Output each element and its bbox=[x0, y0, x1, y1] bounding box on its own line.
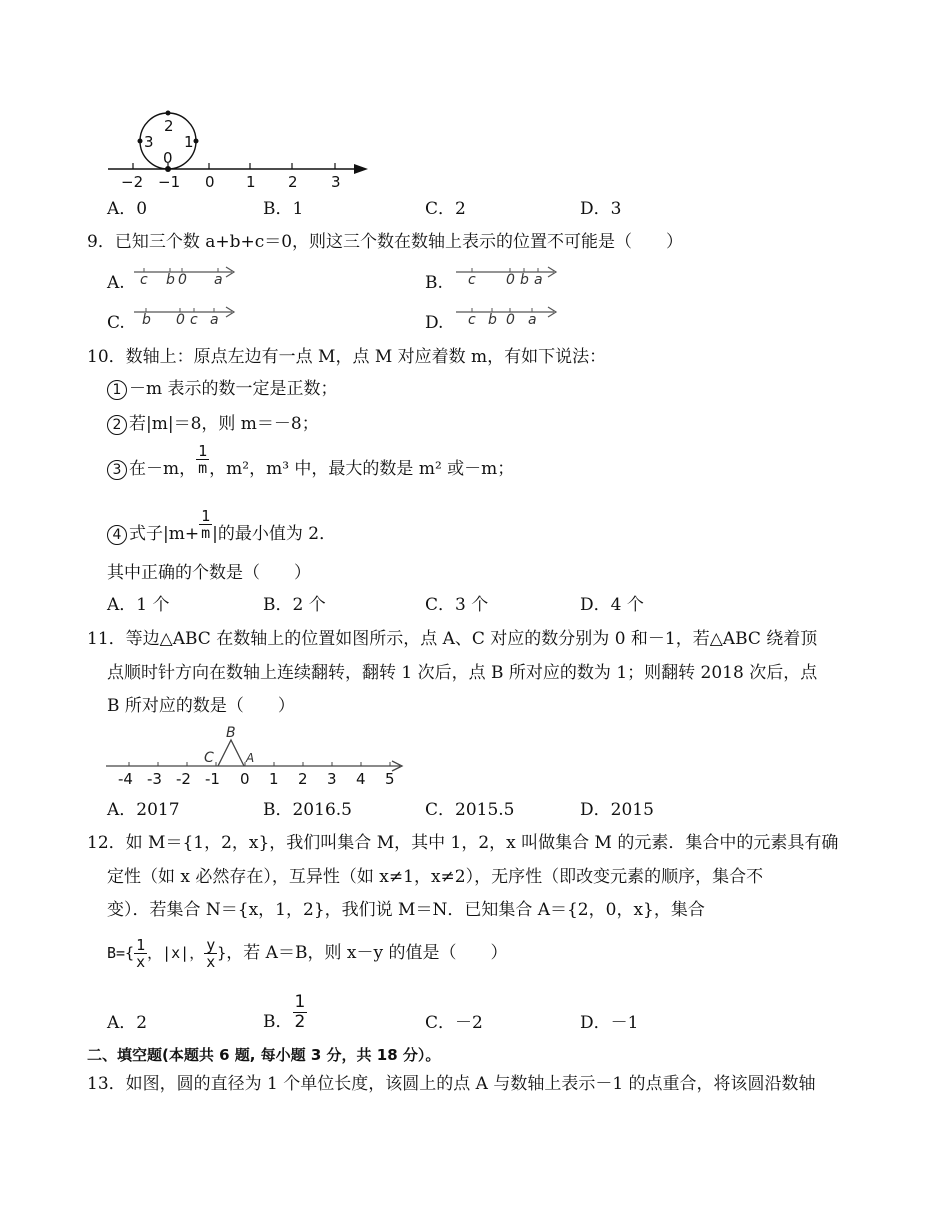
q9-option-b-axis[interactable] bbox=[452, 260, 562, 288]
q11-tick-label: -2 bbox=[176, 770, 191, 788]
svg-text:0: 0 bbox=[178, 272, 187, 288]
q9-stem: 9．已知三个数 a+b+c＝0，则这三个数在数轴上表示的位置不可能是（ ） bbox=[87, 232, 684, 252]
fraction-1-over-m: $\frac{1}{m}$ bbox=[201, 507, 211, 542]
q11-tick-label: 1 bbox=[269, 770, 279, 788]
svg-text:a: a bbox=[528, 312, 537, 328]
q11-vertex-b: B bbox=[226, 725, 236, 741]
q10-statement-4: 4 式子|m+ $\frac{1}{m}$ |的最小值为 2． bbox=[107, 514, 336, 554]
q8-tick-label: 3 bbox=[331, 173, 341, 191]
q10-statement-2: 2 若|m|＝8，则 m＝－8； bbox=[107, 413, 319, 435]
q10-option-a[interactable]: A．1 个 bbox=[107, 595, 170, 615]
q9-option-b-label[interactable]: B. bbox=[425, 273, 443, 293]
q11-vertex-a: A bbox=[246, 751, 255, 765]
q8-option-d[interactable]: D．3 bbox=[580, 199, 622, 219]
svg-text:c: c bbox=[140, 272, 148, 288]
svg-text:b: b bbox=[142, 312, 151, 328]
q10-option-c[interactable]: C．3 个 bbox=[425, 595, 489, 615]
q11-stem-line-2: 点顺时针方向在数轴上连续翻转，翻转 1 次后，点 B 所对应的数为 1；则翻转 2018 次后，点 bbox=[107, 663, 818, 683]
svg-text:0: 0 bbox=[506, 272, 515, 288]
q8-figure-circle-axis bbox=[100, 105, 380, 195]
circled-number-4: 4 bbox=[107, 525, 127, 545]
q8-tick-label: 2 bbox=[288, 173, 298, 191]
fraction-1-over-x: $\frac{1}{x}$ bbox=[136, 936, 146, 971]
q11-vertex-c: C bbox=[204, 750, 214, 766]
q11-tick-label: 4 bbox=[356, 770, 366, 788]
circled-number-3: 3 bbox=[107, 460, 127, 480]
q8-option-b[interactable]: B．1 bbox=[263, 199, 304, 219]
q11-tick-label: -1 bbox=[205, 770, 220, 788]
q13-stem-line-1: 13．如图，圆的直径为 1 个单位长度，该圆上的点 A 与数轴上表示－1 的点重合，将该圆沿数轴 bbox=[87, 1074, 816, 1094]
q10-option-b[interactable]: B．2 个 bbox=[263, 595, 326, 615]
q8-circle-label-2: 2 bbox=[164, 117, 174, 135]
q10-stem: 10．数轴上：原点左边有一点 M，点 M 对应着数 m，有如下说法： bbox=[87, 347, 607, 367]
q11-option-a[interactable]: A．2017 bbox=[107, 800, 180, 820]
circled-number-1: 1 bbox=[107, 380, 127, 400]
circled-number-2: 2 bbox=[107, 415, 127, 435]
q8-circle-label-0: 0 bbox=[163, 149, 173, 167]
svg-text:b: b bbox=[488, 312, 497, 328]
q12-option-a[interactable]: A．2 bbox=[107, 1013, 148, 1033]
q10-statement-1: 1 －m 表示的数一定是正数； bbox=[107, 378, 338, 400]
q11-tick-label: 3 bbox=[327, 770, 337, 788]
q12-option-d[interactable]: D．－1 bbox=[580, 1013, 639, 1033]
svg-text:a: a bbox=[534, 272, 543, 288]
svg-text:c: c bbox=[190, 312, 198, 328]
q11-tick-label: -3 bbox=[147, 770, 162, 788]
q9-option-c-label[interactable]: C. bbox=[107, 313, 125, 333]
q10-statement-3: 3 在－m， $\frac{1}{m}$ ，m²，m³ 中，最大的数是 m² 或－m； bbox=[107, 449, 514, 489]
q9-option-d-axis[interactable] bbox=[452, 300, 562, 328]
q8-tick-label: 0 bbox=[205, 173, 215, 191]
svg-text:a: a bbox=[214, 272, 223, 288]
q10-ask: 其中正确的个数是（ ） bbox=[107, 563, 311, 583]
q12-option-c[interactable]: C．－2 bbox=[425, 1013, 483, 1033]
svg-text:b: b bbox=[166, 272, 175, 288]
svg-text:c: c bbox=[468, 272, 476, 288]
q10-option-d[interactable]: D．4 个 bbox=[580, 595, 644, 615]
svg-text:0: 0 bbox=[176, 312, 185, 328]
q11-option-d[interactable]: D．2015 bbox=[580, 800, 654, 820]
q9-option-a-label[interactable]: A. bbox=[107, 273, 125, 293]
fraction-1-over-m: $\frac{1}{m}$ bbox=[198, 442, 208, 477]
q8-tick-label: 1 bbox=[246, 173, 256, 191]
svg-text:0: 0 bbox=[506, 312, 515, 328]
svg-text:b: b bbox=[520, 272, 529, 288]
q11-tick-label: 2 bbox=[298, 770, 308, 788]
q11-stem-line-1: 11．等边△ABC 在数轴上的位置如图所示，点 A、C 对应的数分别为 0 和－1，若△ABC 绕着顶 bbox=[87, 629, 818, 649]
q8-option-a[interactable]: A．0 bbox=[107, 199, 148, 219]
q12-stem-line-1: 12．如 M＝{1，2，x}，我们叫集合 M，其中 1，2，x 叫做集合 M 的元素．集合中的元素具有确 bbox=[87, 833, 839, 853]
q8-tick-label: −2 bbox=[121, 173, 144, 191]
svg-text:c: c bbox=[468, 312, 476, 328]
fraction-1-over-2: $\frac{1}{2}$ bbox=[294, 992, 306, 1032]
q12-option-b[interactable]: B． $\frac{1}{2}$ bbox=[263, 992, 306, 1032]
svg-text:a: a bbox=[210, 312, 219, 328]
q8-circle-label-1: 1 bbox=[184, 133, 194, 151]
q11-tick-label: -4 bbox=[118, 770, 133, 788]
q11-option-b[interactable]: B．2016.5 bbox=[263, 800, 352, 820]
q11-tick-label: 0 bbox=[240, 770, 250, 788]
q11-tick-label: 5 bbox=[385, 770, 395, 788]
q9-option-a-axis[interactable] bbox=[130, 260, 240, 288]
q11-triangle-abc bbox=[218, 740, 244, 766]
section-heading-fill-in: 二、填空题(本题共 6 题, 每小题 3 分，共 18 分）。 bbox=[87, 1046, 441, 1064]
q11-stem-line-3: B 所对应的数是（ ） bbox=[107, 696, 295, 716]
q9-option-c-axis[interactable] bbox=[130, 300, 240, 328]
q11-option-c[interactable]: C．2015.5 bbox=[425, 800, 515, 820]
q8-circle-label-3: 3 bbox=[144, 133, 154, 151]
q8-tick-label: −1 bbox=[158, 173, 181, 191]
q8-axis-arrow bbox=[354, 164, 368, 174]
q11-triangle-axis-figure bbox=[100, 722, 415, 790]
q12-stem-line-3: 变）．若集合 N＝{x，1，2}，我们说 M＝N．已知集合 A＝{2，0，x}，集合 bbox=[107, 900, 705, 920]
q8-option-c[interactable]: C．2 bbox=[425, 199, 466, 219]
fraction-y-over-x: $\frac{y}{x}$ bbox=[206, 936, 216, 971]
q9-option-d-label[interactable]: D. bbox=[425, 313, 444, 333]
q12-set-b-line: B={ $\frac{1}{x}$ ，|x|， $\frac{y}{x}$ }，若 A＝B，则 x－y 的值是（ ） bbox=[107, 936, 508, 971]
q12-stem-line-2: 定性（如 x 必然存在），互异性（如 x≠1，x≠2），无序性（即改变元素的顺序，集合不 bbox=[107, 867, 764, 887]
